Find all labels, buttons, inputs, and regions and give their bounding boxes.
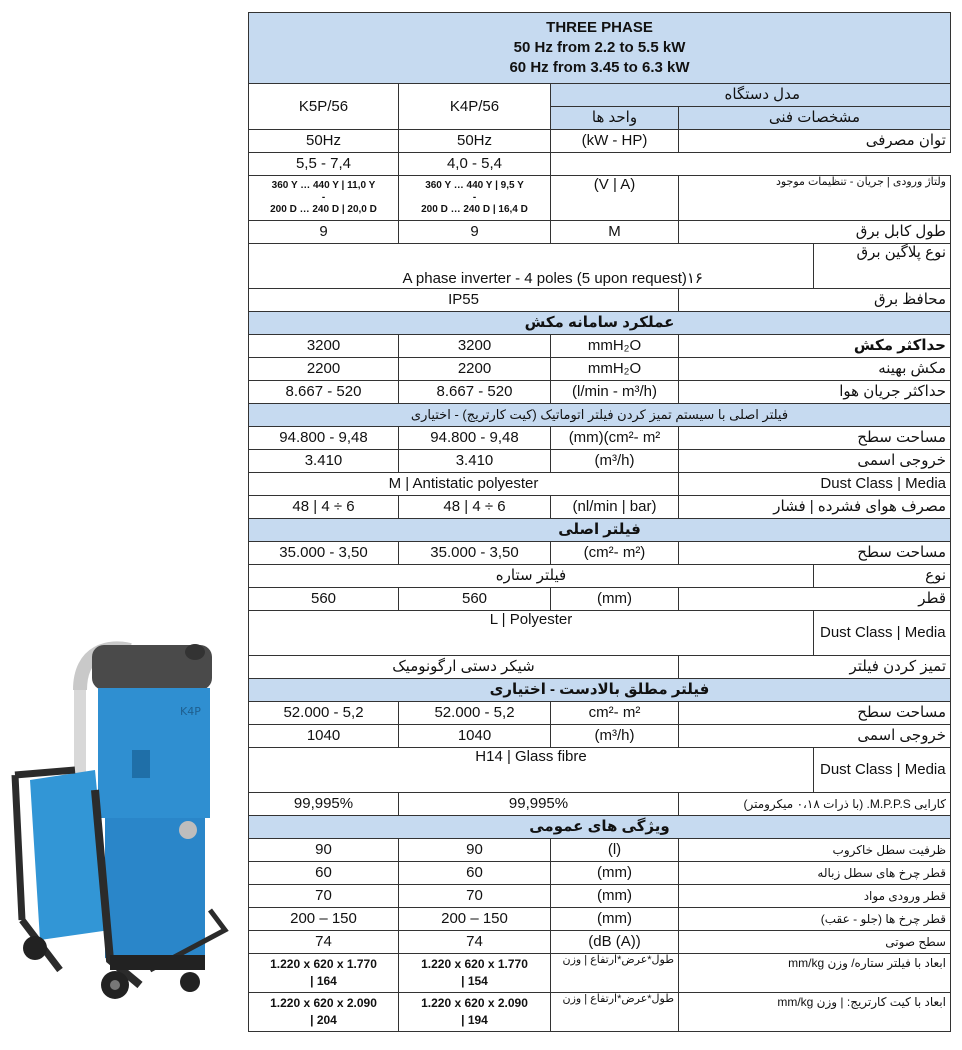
k5p-air: 48 | 4 ÷ 6 [249, 496, 399, 519]
inlet-label: قطر ورودی مواد [679, 885, 951, 908]
filter-auto-flow-label: خروجی اسمی [679, 450, 951, 473]
k5p-filter-surface: 35.000 - 3,50 [249, 542, 399, 565]
k4p-hepa-flow: 1040 [399, 725, 551, 748]
protection-label: محافظ برق [679, 289, 951, 312]
hepa-dust-value: H14 | Glass fibre [249, 748, 814, 793]
k4p-hepa-surface: 52.000 - 5,2 [399, 702, 551, 725]
k5p-filter-auto-surface: 94.800 - 9,48 [249, 427, 399, 450]
bin-label: ظرفیت سطل خاکروب [679, 839, 951, 862]
wheel-bin-label: قطر چرخ های سطل زباله [679, 862, 951, 885]
voltage-unit: (V | A) [551, 176, 679, 221]
power-unit: (kW - HP) [551, 130, 679, 153]
efficiency-label: کارایی M.P.P.S. (با ذرات ۰،۱۸ میکرومتر) [679, 793, 951, 816]
dims-star-label: ابعاد با فیلتر ستاره/ وزن mm/kg [679, 954, 951, 993]
filter-surface-label: مساحت سطح [679, 542, 951, 565]
col-k5p-freq: 50Hz [249, 130, 399, 153]
max-flow-unit: (l/min - m³/h) [551, 381, 679, 404]
k5p-hepa-flow: 1040 [249, 725, 399, 748]
filter-type-label: نوع [814, 565, 951, 588]
filter-auto-dust-label: Dust Class | Media [679, 473, 951, 496]
spec-table [248, 12, 951, 1032]
dims-star-unit: طول*عرض*ارتفاع | وزن [551, 954, 679, 993]
col-k5p-model: K5P/56 [249, 84, 399, 130]
header-line1: THREE PHASE [546, 19, 653, 36]
protection-value: IP55 [249, 289, 679, 312]
filter-diameter-unit: (mm) [551, 588, 679, 611]
k5p-filter-auto-flow: 3.410 [249, 450, 399, 473]
k5p-dims-cart: 1.220 x 620 x 2.090 | 204 [249, 993, 399, 1032]
filter-dust-value: L | Polyester [249, 611, 814, 656]
air-unit: (nl/min | bar) [551, 496, 679, 519]
k4p-filter-surface: 35.000 - 3,50 [399, 542, 551, 565]
hepa-surface-label: مساحت سطح [679, 702, 951, 725]
k5p-power: 5,5 - 7,4 [249, 153, 399, 176]
wheels-unit: (mm) [551, 908, 679, 931]
max-suction-label: حداکثر مکش [679, 335, 951, 358]
k4p-wheels: 200 – 150 [399, 908, 551, 931]
dims-cart-unit: طول*عرض*ارتفاع | وزن [551, 993, 679, 1032]
unit-label: واحد ها [551, 107, 679, 130]
k4p-filter-diameter: 560 [399, 588, 551, 611]
k4p-max-flow: 8.667 - 520 [399, 381, 551, 404]
voltage-label: ولتاژ ورودی | جریان - تنظیمات موجود [679, 176, 951, 221]
k4p-opt-suction: 2200 [399, 358, 551, 381]
section-main-filter: فیلتر اصلی [249, 519, 951, 542]
table-header [249, 13, 951, 84]
filter-cleaning-label: تمیز کردن فیلتر [679, 656, 951, 679]
cable-unit: M [551, 221, 679, 244]
k5p-max-suction: 3200 [249, 335, 399, 358]
bin-unit: (l) [551, 839, 679, 862]
k4p-inlet: 70 [399, 885, 551, 908]
k5p-wheels: 200 – 150 [249, 908, 399, 931]
k5p-max-flow: 8.667 - 520 [249, 381, 399, 404]
inlet-unit: (mm) [551, 885, 679, 908]
filter-auto-dust-value: M | Antistatic polyester [249, 473, 679, 496]
k5p-filter-diameter: 560 [249, 588, 399, 611]
k4p-max-suction: 3200 [399, 335, 551, 358]
filter-cleaning-value: شیکر دستی ارگونومیک [249, 656, 679, 679]
header-line3: 60 Hz from 3.45 to 6.3 kW [509, 59, 690, 76]
hepa-surface-unit: cm²- m² [551, 702, 679, 725]
model-badge: K4P [180, 705, 201, 718]
plug-value: A phase inverter - 4 poles (5 upon request)۱۶ [249, 244, 814, 289]
bin [105, 818, 205, 958]
opt-suction-label: مکش بهینه [679, 358, 951, 381]
k5p-opt-suction: 2200 [249, 358, 399, 381]
k5p-dims-star: 1.220 x 620 x 1.770 | 164 [249, 954, 399, 993]
filter-diameter-label: قطر [679, 588, 951, 611]
k5p-inlet: 70 [249, 885, 399, 908]
k4p-bin: 90 [399, 839, 551, 862]
max-flow-label: حداکثر جریان هوا [679, 381, 951, 404]
section-hepa: فیلتر مطلق بالادست - اختیاری [249, 679, 951, 702]
k4p-filter-auto-surface: 94.800 - 9,48 [399, 427, 551, 450]
k4p-efficiency: 99,995% [399, 793, 679, 816]
k4p-dims-cart: 1.220 x 620 x 2.090 | 194 [399, 993, 551, 1032]
k4p-wheel-bin: 60 [399, 862, 551, 885]
hepa-dust-label: Dust Class | Media [814, 748, 951, 793]
section-suction: عملکرد سامانه مکش [249, 312, 951, 335]
col-k4p-model: K4P/56 [399, 84, 551, 130]
noise-unit: (dB (A)) [551, 931, 679, 954]
header-line2: 50 Hz from 2.2 to 5.5 kW [513, 39, 686, 56]
filter-type-value: فیلتر ستاره [249, 565, 814, 588]
wheel-right [180, 972, 200, 992]
noise-label: سطح صوتی [679, 931, 951, 954]
k5p-hepa-surface: 52.000 - 5,2 [249, 702, 399, 725]
k4p-noise: 74 [399, 931, 551, 954]
hepa-flow-unit: (m³/h) [551, 725, 679, 748]
k5p-wheel-bin: 60 [249, 862, 399, 885]
product-image [0, 630, 245, 1010]
inlet [179, 821, 197, 839]
wheels-label: قطر چرخ ها (جلو - عقب) [679, 908, 951, 931]
filter-dust-label: Dust Class | Media [814, 611, 951, 656]
k5p-voltage: 360 Y … 440 Y | 11,0 Y - 200 D … 240 D | 20,0 D [249, 176, 399, 221]
max-suction-unit: mmH₂O [551, 335, 679, 358]
model-label: مدل دستگاه [551, 84, 951, 107]
section-general: ویژگی های عمومی [249, 816, 951, 839]
k4p-filter-auto-flow: 3.410 [399, 450, 551, 473]
dims-cart-label: ابعاد با کیت کارتریج: | وزن mm/kg [679, 993, 951, 1032]
hepa-flow-label: خروجی اسمی [679, 725, 951, 748]
k5p-noise: 74 [249, 931, 399, 954]
k4p-cable: 9 [399, 221, 551, 244]
k5p-cable: 9 [249, 221, 399, 244]
wheel-left [23, 936, 47, 960]
section-filter-auto: فیلتر اصلی با سیستم تمیز کردن فیلتر اتوماتیک (کیت کارتریج) - اختیاری [249, 404, 951, 427]
air-label: مصرف هوای فشرده | فشار [679, 496, 951, 519]
wheel-bin-unit: (mm) [551, 862, 679, 885]
spec-label: مشخصات فنی [679, 107, 951, 130]
plug-label: نوع پلاگین برق [814, 244, 951, 289]
k4p-voltage: 360 Y … 440 Y | 9,5 Y - 200 D … 240 D | 16,4 D [399, 176, 551, 221]
filter-auto-flow-unit: (m³/h) [551, 450, 679, 473]
filter-auto-surface-label: مساحت سطح [679, 427, 951, 450]
k4p-power: 4,0 - 5,4 [399, 153, 551, 176]
opt-suction-unit: mmH₂O [551, 358, 679, 381]
k4p-air: 48 | 4 ÷ 6 [399, 496, 551, 519]
col-k4p-freq: 50Hz [399, 130, 551, 153]
cable-label: طول کابل برق [679, 221, 951, 244]
power-label: توان مصرفی [679, 130, 951, 153]
filter-auto-surface-unit: (mm)(cm²- m² [551, 427, 679, 450]
filter-surface-unit: (cm²- m²) [551, 542, 679, 565]
k4p-dims-star: 1.220 x 620 x 1.770 | 154 [399, 954, 551, 993]
k5p-bin: 90 [249, 839, 399, 862]
k5p-efficiency: 99,995% [249, 793, 399, 816]
